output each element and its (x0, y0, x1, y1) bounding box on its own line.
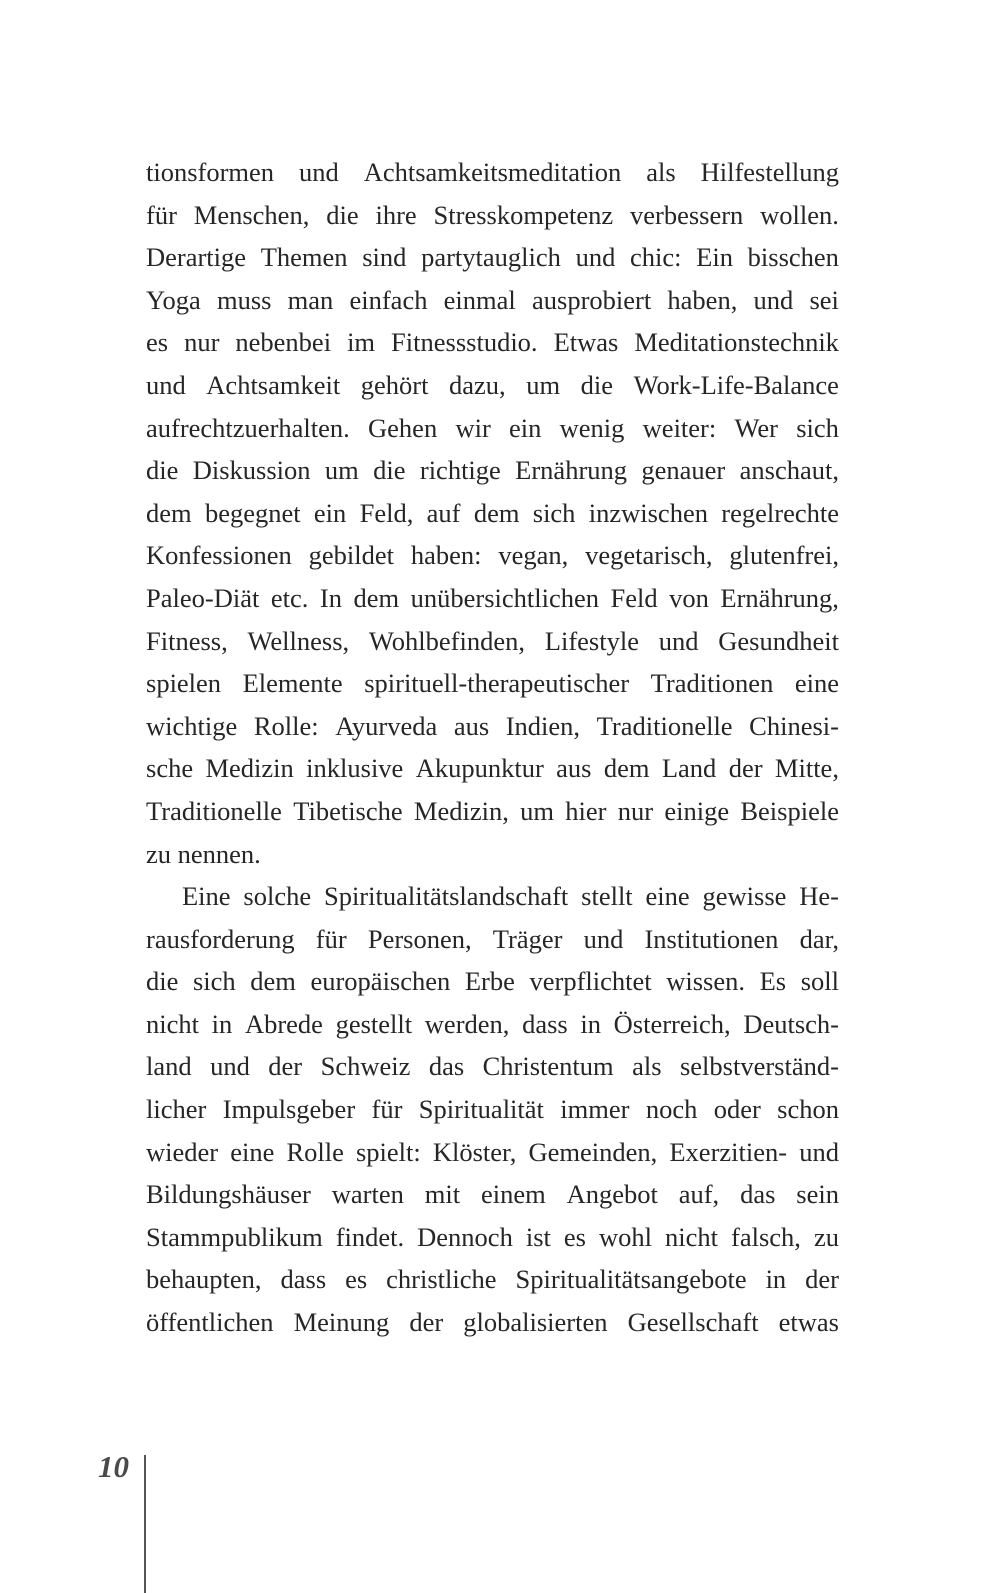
footer-vertical-rule (144, 1455, 146, 1593)
paragraph (146, 875, 839, 1344)
text-line: Traditionelle Tibetische Medizin, um hier nur einige Beispiele (146, 795, 839, 826)
text-line: licher Impulsgeber für Spiritualität immer noch oder schon (146, 1094, 839, 1125)
text-line: Derartige Themen sind partytauglich und chic: Ein bisschen (146, 242, 839, 273)
paragraph (146, 151, 839, 875)
text-line: die sich dem europäischen Erbe verpflichtet wissen. Es soll (146, 966, 839, 997)
text-line: Fitness, Wellness, Wohlbefinden, Lifestyle und Gesundheit (146, 625, 839, 656)
text-line: dem begegnet ein Feld, auf dem sich inzwischen regelrechte (146, 497, 839, 528)
text-line: Stammpublikum findet. Dennoch ist es wohl nicht falsch, zu (146, 1221, 839, 1252)
text-line: für Menschen, die ihre Stresskompetenz verbessern wollen. (146, 199, 839, 230)
text-line: sche Medizin inklusive Akupunktur aus dem Land der Mitte, (146, 753, 839, 784)
text-line: zu nennen. (146, 838, 261, 869)
text-line: öffentlichen Meinung der globalisierten Gesellschaft etwas (146, 1307, 839, 1338)
text-line: aufrechtzuerhalten. Gehen wir ein wenig weiter: Wer sich (146, 412, 839, 443)
text-line: die Diskussion um die richtige Ernährung genauer anschaut, (146, 455, 839, 486)
text-line: Bildungshäuser warten mit einem Angebot auf, das sein (146, 1179, 839, 1210)
text-line: Yoga muss man einfach einmal ausprobiert haben, und sei (146, 284, 839, 315)
text-line: Konfessionen gebildet haben: vegan, vegetarisch, glutenfrei, (146, 540, 839, 571)
text-line: Paleo-Diät etc. In dem unübersichtlichen Feld von Ernährung, (146, 582, 839, 613)
text-line: tionsformen und Achtsamkeitsmeditation als Hilfestellung (146, 157, 839, 187)
text-line: spielen Elemente spirituell-therapeutischer Traditionen eine (146, 668, 839, 699)
text-line: und Achtsamkeit gehört dazu, um die Work-Life-Balance (146, 369, 839, 400)
text-line: land und der Schweiz das Christentum als selbstverständ- (146, 1051, 839, 1082)
text-line: es nur nebenbei im Fitnessstudio. Etwas Meditationstechnik (146, 327, 839, 358)
text-line: behaupten, dass es christliche Spiritualitätsangebote in der (146, 1264, 839, 1295)
text-line: rausforderung für Personen, Träger und Institutionen dar, (146, 923, 839, 954)
page-number: 10 (98, 1449, 129, 1484)
text-line: wieder eine Rolle spielt: Klöster, Gemeinden, Exerzitien- und (146, 1136, 839, 1167)
text-line: wichtige Rolle: Ayurveda aus Indien, Traditionelle Chinesi- (146, 710, 839, 741)
text-line: nicht in Abrede gestellt werden, dass in Österreich, Deutsch- (146, 1008, 839, 1039)
body-text (146, 151, 839, 1344)
text-line: Eine solche Spiritualitätslandschaft stellt eine gewisse He- (182, 881, 839, 912)
